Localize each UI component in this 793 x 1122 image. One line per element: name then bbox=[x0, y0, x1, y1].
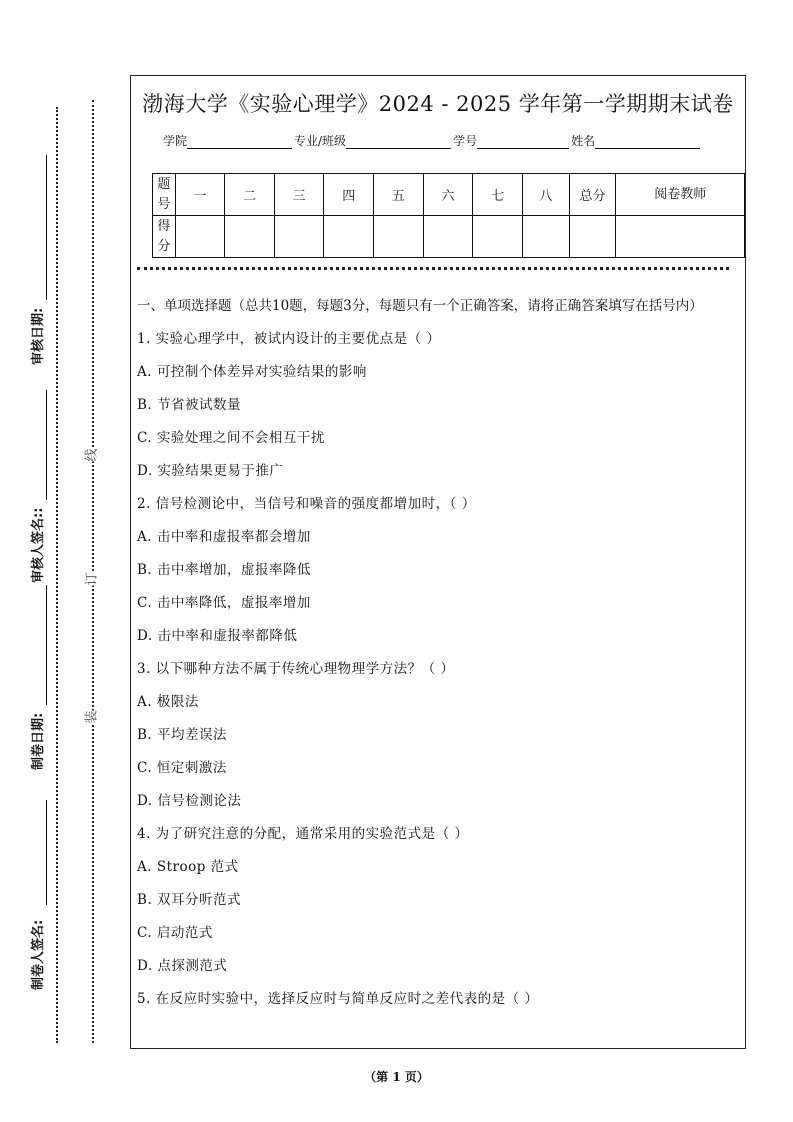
header-cell: 四 bbox=[324, 174, 374, 216]
answer-option: A. 可控制个体差异对实验结果的影响 bbox=[137, 364, 367, 380]
score-cell[interactable] bbox=[423, 216, 473, 258]
answer-option: C. 击中率降低，虚报率增加 bbox=[137, 595, 311, 611]
answer-option: A. Stroop 范式 bbox=[137, 859, 239, 875]
answer-option: B. 双耳分听范式 bbox=[137, 892, 242, 908]
page-number: （第 1 页） bbox=[364, 1070, 429, 1084]
margin-signature-strip bbox=[25, 45, 49, 1045]
score-cell[interactable] bbox=[175, 216, 225, 258]
make-date-field[interactable] bbox=[46, 585, 47, 705]
section-heading: 一、单项选择题（总共10题，每题3分，每题只有一个正确答案，请将正确答案填写在括号内） bbox=[137, 298, 703, 314]
answer-option: D. 击中率和虚报率都降低 bbox=[137, 628, 298, 644]
name-field[interactable] bbox=[595, 134, 700, 149]
college-label: 学院 bbox=[163, 134, 188, 148]
question-stem: 2. 信号检测论中，当信号和噪音的强度都增加时，（ ） bbox=[137, 496, 476, 512]
row-label-question-no: 题号 bbox=[153, 174, 176, 216]
exam-frame bbox=[130, 75, 746, 1049]
answer-option: D. 信号检测论法 bbox=[137, 793, 242, 809]
student-id-label: 学号 bbox=[453, 134, 478, 148]
answer-option: C. 恒定刺激法 bbox=[137, 760, 227, 776]
score-cell[interactable] bbox=[324, 216, 374, 258]
dotted-separator bbox=[137, 267, 729, 270]
question-stem: 1. 实验心理学中，被试内设计的主要优点是（ ） bbox=[137, 331, 441, 347]
header-cell: 一 bbox=[175, 174, 225, 216]
score-cell[interactable] bbox=[616, 216, 745, 258]
question-stem: 3. 以下哪种方法不属于传统心理物理学方法？（ ） bbox=[137, 661, 455, 677]
header-cell: 三 bbox=[274, 174, 324, 216]
score-cell[interactable] bbox=[569, 216, 616, 258]
question-body bbox=[137, 295, 742, 1022]
student-info bbox=[163, 132, 702, 149]
row-label-score: 得分 bbox=[153, 216, 176, 258]
score-cell[interactable] bbox=[225, 216, 275, 258]
score-cell[interactable] bbox=[374, 216, 424, 258]
header-cell: 五 bbox=[374, 174, 424, 216]
review-date-field[interactable] bbox=[46, 155, 47, 300]
score-cell[interactable] bbox=[274, 216, 324, 258]
maker-sign-label: 制卷人签名: bbox=[31, 919, 46, 990]
header-cell: 六 bbox=[423, 174, 473, 216]
score-table bbox=[152, 173, 745, 258]
make-date-label: 制卷日期: bbox=[31, 712, 46, 770]
answer-option: B. 击中率增加，虚报率降低 bbox=[137, 562, 312, 578]
answer-option: D. 点探测范式 bbox=[137, 958, 228, 974]
answer-option: B. 节省被试数量 bbox=[137, 397, 242, 413]
page-title: 渤海大学《实验心理学》2024 - 2025 学年第一学期期末试卷 bbox=[142, 92, 734, 116]
binding-char-pack: 装 bbox=[84, 710, 100, 724]
major-label: 专业/班级 bbox=[294, 134, 347, 148]
header-cell: 七 bbox=[473, 174, 523, 216]
major-field[interactable] bbox=[346, 134, 451, 149]
header-cell: 八 bbox=[522, 174, 569, 216]
name-label: 姓名 bbox=[571, 134, 596, 148]
answer-option: A. 击中率和虚报率都会增加 bbox=[137, 529, 311, 545]
binding-char-order: 订 bbox=[84, 572, 100, 586]
answer-option: A. 极限法 bbox=[137, 694, 199, 710]
answer-option: D. 实验结果更易于推广 bbox=[137, 463, 284, 479]
college-field[interactable] bbox=[187, 134, 292, 149]
header-cell: 二 bbox=[225, 174, 275, 216]
question-stem: 4. 为了研究注意的分配，通常采用的实验范式是（ ） bbox=[137, 826, 469, 842]
answer-option: B. 平均差误法 bbox=[137, 727, 228, 743]
header-cell: 总分 bbox=[569, 174, 616, 216]
review-date-label: 审核日期: bbox=[31, 307, 46, 365]
reviewer-sign-label: 审核人签名:: bbox=[31, 507, 46, 583]
reviewer-sign-field[interactable] bbox=[46, 390, 47, 500]
maker-sign-field[interactable] bbox=[46, 800, 47, 905]
student-id-field[interactable] bbox=[477, 134, 569, 149]
question-stem: 5. 在反应时实验中，选择反应时与简单反应时之差代表的是（ ） bbox=[137, 991, 539, 1007]
score-cell[interactable] bbox=[522, 216, 569, 258]
score-cell[interactable] bbox=[473, 216, 523, 258]
answer-option: C. 实验处理之间不会相互干扰 bbox=[137, 430, 325, 446]
answer-option: C. 启动范式 bbox=[137, 925, 213, 941]
header-cell: 阅卷教师 bbox=[616, 174, 745, 216]
seal-dotted-line bbox=[56, 107, 58, 1043]
binding-char-line: 线 bbox=[84, 448, 100, 462]
